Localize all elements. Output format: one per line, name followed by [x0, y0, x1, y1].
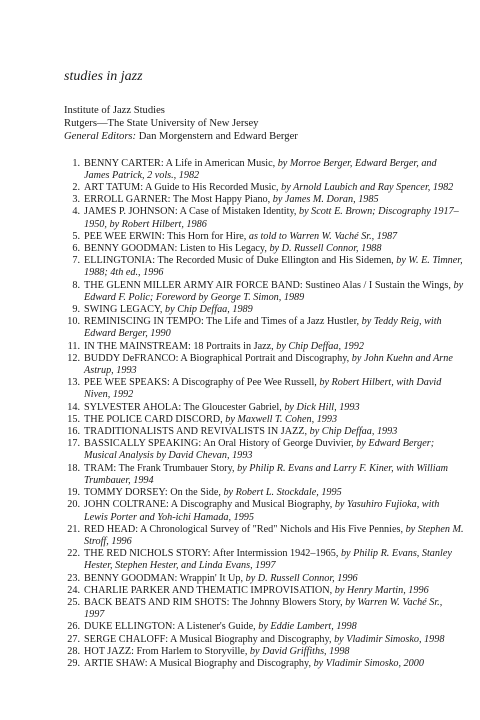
book-number: 24. [67, 584, 80, 596]
book-list-item [64, 243, 464, 255]
book-title: SERGE CHALOFF: A Musical Biography and Discography, [84, 633, 335, 645]
book-entry [84, 646, 464, 658]
book-list-item [64, 341, 464, 353]
book-entry [84, 182, 464, 194]
book-number: 9. [72, 304, 80, 316]
book-entry [84, 158, 464, 182]
book-number: 5. [72, 230, 80, 242]
book-author: by Arnold Laubich and Ray Spencer, 1982 [281, 182, 454, 194]
book-author: by Chip Deffaa, 1992 [276, 340, 364, 352]
series-title: studies in jazz [64, 69, 143, 84]
book-number: 29. [67, 657, 80, 669]
book-list-item [64, 463, 464, 487]
book-author: by Vladimir Simosko, 2000 [313, 657, 424, 669]
book-author: by Vladimir Simosko, 1998 [334, 633, 445, 645]
book-author: by Warren W. Vaché Sr., 1997 [84, 596, 443, 621]
general-editors [64, 130, 464, 143]
book-number: 27. [67, 633, 80, 645]
book-author: as told to Warren W. Vaché Sr., 1987 [248, 230, 398, 242]
book-entry [84, 524, 464, 548]
book-entry [84, 243, 464, 255]
book-title: HOT JAZZ: From Harlem to Storyville, [84, 645, 250, 657]
book-entry [84, 353, 464, 377]
book-author: by Dick Hill, 1993 [284, 401, 360, 413]
book-entry [84, 487, 464, 499]
book-title: SWING LEGACY, [84, 304, 166, 316]
book-entry [84, 438, 464, 462]
book-title: ERROLL GARNER: The Most Happy Piano, [84, 194, 273, 206]
book-number: 28. [67, 645, 80, 657]
book-list-item [64, 304, 464, 316]
book-entry [84, 499, 464, 523]
book-author: by Robert Hilbert, with David Niven, 1992 [84, 377, 442, 401]
book-author: by Eddie Lambert, 1998 [258, 621, 357, 633]
book-title: RED HEAD: A Chronological Survey of "Red" Nichols and His Five Pennies, [84, 523, 406, 535]
book-author: by Morroe Berger, Edward Berger, and James Patrick, 2 vols., 1982 [84, 157, 437, 181]
book-author: by Teddy Reig, with Edward Berger, 1990 [84, 316, 442, 340]
institute-name: Institute of Jazz Studies [64, 105, 165, 116]
series-page [64, 68, 464, 670]
book-author: by D. Russell Connor, 1988 [269, 243, 382, 255]
book-list-item [64, 597, 464, 621]
book-number: 25. [67, 596, 80, 608]
book-list-item [64, 658, 464, 670]
book-entry [84, 280, 464, 304]
book-list-item [64, 438, 464, 462]
book-title: PEE WEE SPEAKS: A Discography of Pee Wee Russell, [84, 377, 320, 389]
book-number: 13. [67, 377, 80, 389]
book-title: BASSICALLY SPEAKING: An Oral History of George Duvivier, [84, 438, 357, 450]
book-number: 20. [67, 499, 80, 511]
book-entry [84, 231, 464, 243]
book-number: 26. [67, 621, 80, 633]
book-number: 21. [67, 523, 80, 535]
book-entry [84, 658, 464, 670]
book-list-item [64, 646, 464, 658]
book-entry [84, 402, 464, 414]
book-title: BACK BEATS AND RIM SHOTS: The Johnny Blowers Story, [84, 596, 346, 608]
book-author: by Maxwell T. Cohen, 1993 [225, 413, 338, 425]
book-entry [84, 463, 464, 487]
book-list-item [64, 353, 464, 377]
book-list-item [64, 231, 464, 243]
book-list-item [64, 280, 464, 304]
book-author: by Chip Deffaa, 1989 [165, 304, 253, 316]
book-number: 8. [72, 279, 80, 291]
book-title: IN THE MAINSTREAM: 18 Portraits in Jazz, [84, 340, 277, 352]
book-title: BUDDY DeFRANCO: A Biographical Portrait and Discography, [84, 352, 352, 364]
book-list [64, 158, 464, 671]
book-author: by James M. Doran, 1985 [272, 194, 379, 206]
book-list-item [64, 621, 464, 633]
book-list-item [64, 573, 464, 585]
book-entry [84, 304, 464, 316]
book-author: by David Griffiths, 1998 [249, 645, 350, 657]
book-title: ARTIE SHAW: A Musical Biography and Discography, [84, 657, 314, 669]
book-entry [84, 377, 464, 401]
book-title: BENNY GOODMAN: Wrappin' It Up, [84, 572, 246, 584]
book-entry [84, 341, 464, 353]
book-number: 16. [67, 426, 80, 438]
book-author: by Henry Martin, 1996 [334, 584, 429, 596]
book-author: by Philip R. Evans, Stanley Hester, Stephen Hester, and Linda Evans, 1997 [84, 548, 452, 572]
book-entry [84, 206, 464, 230]
book-author: by Robert L. Stockdale, 1995 [223, 487, 342, 499]
book-list-item [64, 548, 464, 572]
book-entry [84, 426, 464, 438]
book-author: by W. E. Timner, 1988; 4th ed., 1996 [84, 255, 463, 279]
book-number: 1. [72, 157, 80, 169]
book-author: by D. Russell Connor, 1996 [245, 572, 358, 584]
book-entry [84, 634, 464, 646]
book-title: PEE WEE ERWIN: This Horn for Hire, [84, 230, 249, 242]
book-title: JAMES P. JOHNSON: A Case of Mistaken Identity, [84, 206, 299, 218]
book-number: 19. [67, 487, 80, 499]
book-title: THE RED NICHOLS STORY: After Intermission 1942–1965, [84, 548, 341, 560]
editors-label: General Editors: [64, 131, 137, 143]
book-number: 18. [67, 462, 80, 474]
book-list-item [64, 499, 464, 523]
book-number: 17. [67, 438, 80, 450]
book-title: SYLVESTER AHOLA: The Gloucester Gabriel, [84, 401, 285, 413]
book-title: JOHN COLTRANE: A Discography and Musical Biography, [84, 499, 335, 511]
book-list-item [64, 158, 464, 182]
book-number: 23. [67, 572, 80, 584]
book-number: 2. [72, 182, 80, 194]
book-number: 4. [72, 206, 80, 218]
book-title: TRADITIONALISTS AND REVIVALISTS IN JAZZ, [84, 426, 310, 438]
book-number: 12. [67, 352, 80, 364]
book-list-item [64, 487, 464, 499]
book-list-item [64, 377, 464, 401]
book-number: 10. [67, 316, 80, 328]
book-title: DUKE ELLINGTON: A Listener's Guide, [84, 621, 259, 633]
book-list-item [64, 414, 464, 426]
book-title: BENNY CARTER: A Life in American Music, [84, 157, 278, 169]
book-number: 6. [72, 243, 80, 255]
book-title: REMINISCING IN TEMPO: The Life and Times of a Jazz Hustler, [84, 316, 362, 328]
book-entry [84, 621, 464, 633]
book-author: by Yasuhiro Fujioka, with Lewis Porter and Yoh-ichi Hamada, 1995 [84, 499, 440, 523]
book-list-item [64, 206, 464, 230]
book-list-item [64, 524, 464, 548]
book-entry [84, 316, 464, 340]
book-title: TRAM: The Frank Trumbauer Story, [84, 462, 238, 474]
book-author: by John Kuehn and Arne Astrup, 1993 [84, 352, 453, 377]
book-title: THE GLENN MILLER ARMY AIR FORCE BAND: Sustineo Alas / I Sustain the Wings, [84, 279, 454, 291]
book-title: BENNY GOODMAN: Listen to His Legacy, [84, 243, 270, 255]
book-title: ELLINGTONIA: The Recorded Music of Duke Ellington and His Sidemen, [84, 255, 397, 267]
book-number: 11. [67, 340, 80, 352]
book-author: by Chip Deffaa, 1993 [309, 426, 398, 438]
book-author: by Stephen M. Stroff, 1996 [84, 523, 464, 547]
book-entry [84, 573, 464, 585]
book-list-item [64, 194, 464, 206]
book-title: ART TATUM: A Guide to His Recorded Music, [84, 182, 282, 194]
book-list-item [64, 182, 464, 194]
book-number: 7. [72, 255, 80, 267]
book-entry [84, 414, 464, 426]
book-title: THE POLICE CARD DISCORD, [84, 413, 226, 425]
book-list-item [64, 402, 464, 414]
book-author: by Philip R. Evans and Larry F. Kiner, with William Trumbauer, 1994 [84, 462, 449, 486]
book-entry [84, 585, 464, 597]
book-list-item [64, 255, 464, 279]
book-list-item [64, 634, 464, 646]
book-number: 3. [72, 194, 80, 206]
publisher-block [64, 104, 464, 144]
book-entry [84, 597, 464, 621]
book-entry [84, 255, 464, 279]
book-list-item [64, 426, 464, 438]
book-author: by Edward Berger; Musical Analysis by David Chevan, 1993 [84, 438, 435, 462]
book-number: 22. [67, 548, 80, 560]
book-number: 15. [67, 413, 80, 425]
book-author: by Scott E. Brown; Discography 1917–1950, by Robert Hilbert, 1986 [84, 206, 459, 230]
book-list-item [64, 585, 464, 597]
editors-names: Dan Morgenstern and Edward Berger [136, 131, 298, 143]
book-entry [84, 548, 464, 572]
book-title: TOMMY DORSEY: On the Side, [84, 487, 224, 499]
book-number: 14. [67, 401, 80, 413]
book-list-item [64, 316, 464, 340]
book-author: by Edward F. Polic; Foreword by George T. Simon, 1989 [84, 279, 464, 303]
book-entry [84, 194, 464, 206]
book-title: CHARLIE PARKER AND THEMATIC IMPROVISATION, [84, 584, 335, 596]
university-name: Rutgers—The State University of New Jersey [64, 118, 259, 130]
